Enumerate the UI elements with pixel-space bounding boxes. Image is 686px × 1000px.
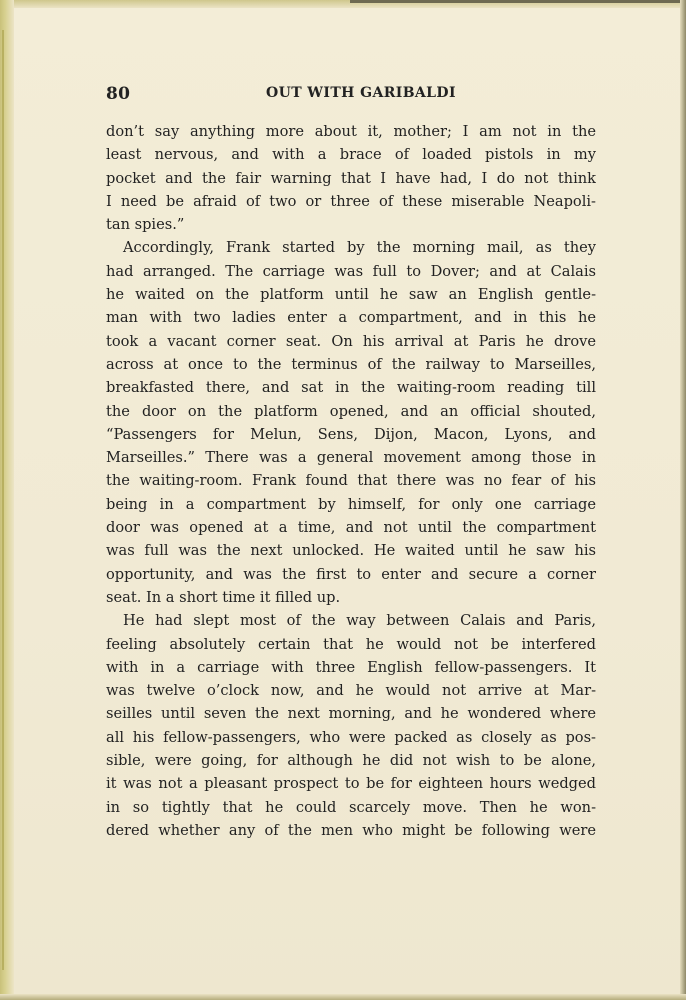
text-line: the waiting-room. Frank found that there was no fear of his [106,472,596,490]
text-line: He had slept most of the way between Calais and Paris, [123,612,596,630]
page-header [106,84,596,106]
text-line: the door on the platform opened, and an official shouted, [106,402,596,420]
text-line: don’t say anything more about it, mother; I am not in the [106,123,596,140]
binding-line [2,30,4,970]
text-line: Accordingly, Frank started by the morning mail, as they [123,239,596,257]
text-line: least nervous, and with a brace of loaded pistols in my [106,146,596,164]
text-line: sible, were going, for although he did not wish to be alone, [106,752,596,770]
text-line: door was opened at a time, and not until the compartment [106,519,596,537]
text-line: Marseilles.” There was a general movement among those in [106,449,596,467]
text-line: had arranged. The carriage was full to Dover; and at Calais [106,262,596,280]
text-line: all his fellow-passengers, who were packed as closely as pos- [106,728,596,746]
page-right-edge [680,0,686,1000]
text-line: pocket and the fair warning that I have had, I do not think [106,169,596,187]
text-line: he waited on the platform until he saw an English gentle- [106,286,596,304]
text-line: “Passengers for Melun, Sens, Dijon, Macon, Lyons, and [106,425,596,443]
text-line: breakfasted there, and sat in the waiting-room reading till [106,379,596,397]
page-top-shadow [350,0,686,3]
text-line: opportunity, and was the first to enter and secure a corner [106,565,596,583]
page-number: 80 [106,84,131,104]
body-text [106,120,596,842]
text-line: seat. In a short time it filled up. [106,588,341,606]
text-line: tan spies.” [106,216,185,234]
running-head: OUT WITH GARIBALDI [266,85,456,101]
text-line: dered whether any of the men who might be following were [106,821,596,839]
text-line: feeling absolutely certain that he would not be interfered [106,635,596,653]
text-line: man with two ladies enter a compartment, and in this he [106,309,596,327]
text-line: was twelve o’clock now, and he would not arrive at Mar- [106,682,596,700]
text-line: took a vacant corner seat. On his arrival at Paris he drove [106,332,596,350]
text-line: it was not a pleasant prospect to be for eighteen hours wedged [106,775,596,793]
text-line: seilles until seven the next morning, and he wondered where [106,705,596,723]
text-line: in so tightly that he could scarcely move. Then he won- [106,798,596,816]
text-line: across at once to the terminus of the railway to Marseilles, [106,355,596,373]
text-line: I need be afraid of two or three of these miserable Neapoli- [106,192,596,210]
page-bottom-edge [0,994,686,1000]
page-binding-edge [0,0,14,1000]
text-line: with in a carriage with three English fellow-passengers. It [106,658,596,676]
text-line: being in a compartment by himself, for only one carriage [106,495,596,513]
text-line: was full was the next unlocked. He waited until he saw his [106,542,596,560]
